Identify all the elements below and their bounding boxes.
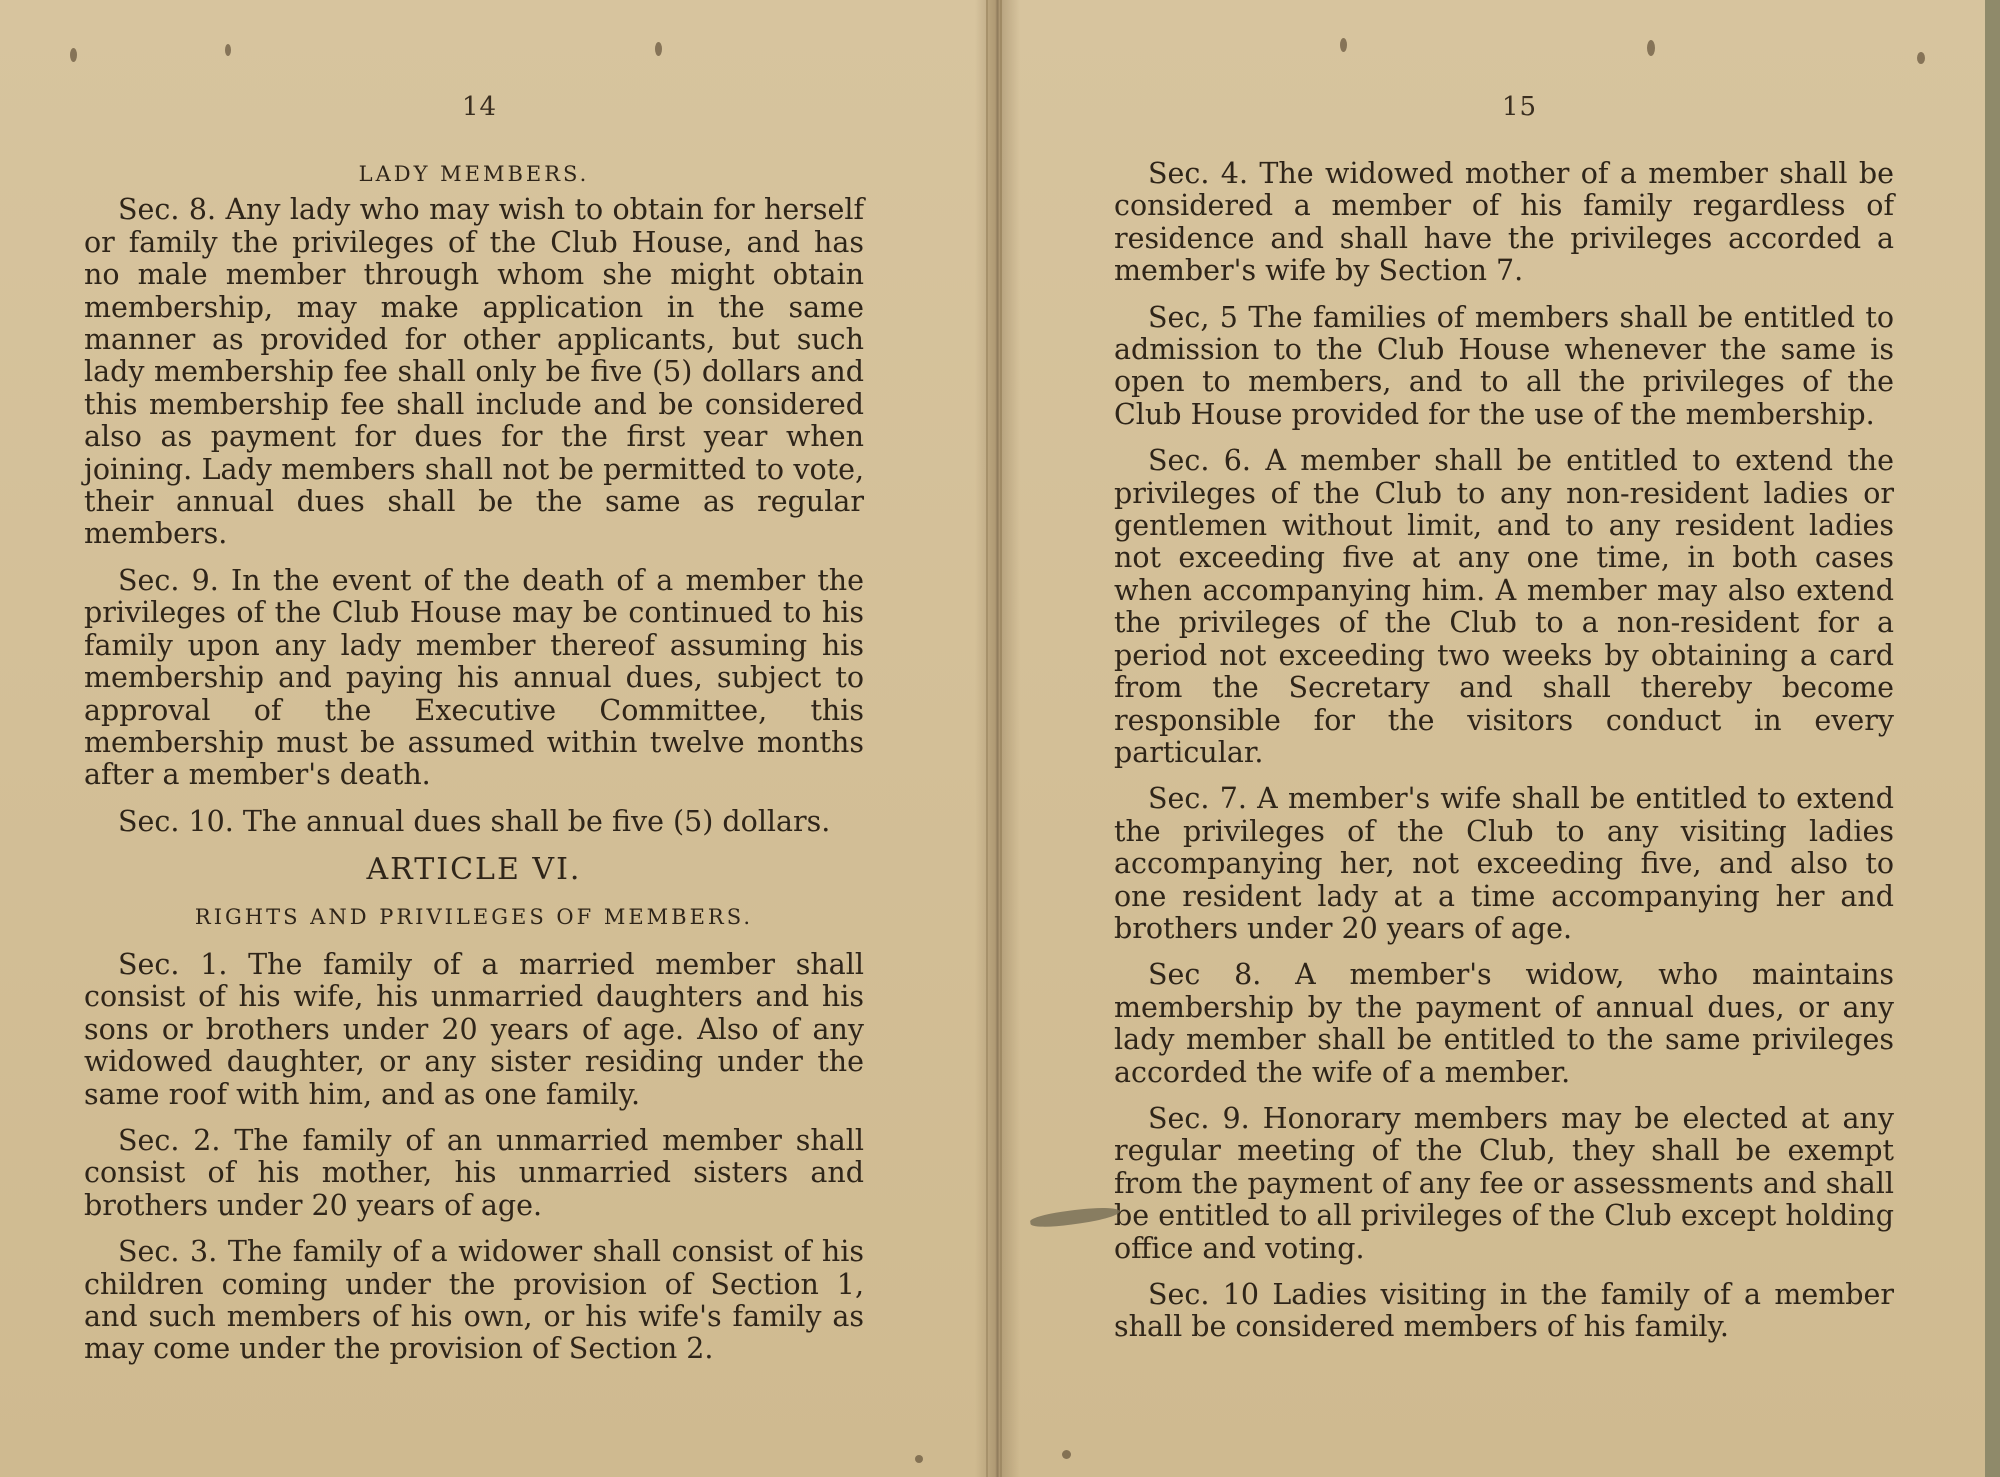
section-label: Sec. 9. <box>118 563 219 597</box>
article-title: ARTICLE VI. <box>366 852 582 888</box>
paragraph-sec-4 <box>1114 158 1894 288</box>
paper-blemish <box>225 44 231 56</box>
left-page-text <box>84 158 864 1380</box>
paper-blemish <box>655 42 662 56</box>
section-text: The family of an unmarried member shall consist of his mother, his unmarried sisters and brothers under 20 years of age. <box>84 1123 864 1222</box>
paper-blemish <box>1647 40 1655 56</box>
section-text: A member shall be entitled to extend the privileges of the Club to any non-resident ladies or gentlemen without limit, and to any resident ladies not exceeding five at any one time, in both cases when accompanying him. A member may also extend the privileges of the Club to a non-resident for a period not exceeding two weeks by obtaining a card from the Secretary and shall thereby become responsible for the visitors conduct in every particular. <box>1114 444 1894 769</box>
paper-blemish <box>1917 52 1925 64</box>
section-text: Any lady who may wish to obtain for herself or family the privileges of the Club House, and has no male member through whom she might obtain membership, may make application in the same manner as provided for other applicants, but such lady membership fee shall only be five (5) dollars and this membership fee shall include and be considered also as payment for dues for the first year when joining. Lady members shall not be permitted to vote, their annual dues shall be the same as regular members. <box>84 193 864 551</box>
paper-blemish <box>915 1455 923 1463</box>
paragraph-sec-10-right <box>1114 1279 1894 1344</box>
section-label: Sec 8. <box>1148 958 1262 992</box>
section-label: Sec. 6. <box>1148 444 1251 478</box>
section-label: Sec. 7. <box>1148 782 1247 816</box>
section-label: Sec. 3. <box>118 1235 218 1269</box>
section-text: The widowed mother of a member shall be considered a member of his family regardless of residence and shall have the privileges accorded a member's wife by Section 7. <box>1114 157 1894 288</box>
paragraph-sec-5 <box>1114 302 1894 432</box>
paragraph-sec-8 <box>84 194 864 550</box>
section-label: Sec, 5 <box>1148 300 1238 334</box>
paragraph-sec-7 <box>1114 783 1894 945</box>
section-text: A member's wife shall be entitled to extend the privileges of the Club to any visiting ladies accompanying her, not exceeding five, and also to one resident lady at a time accompanying her and brothers under 20 years of age. <box>1114 782 1894 945</box>
paper-blemish <box>70 48 77 62</box>
paper-blemish <box>1062 1450 1071 1459</box>
booklet-edge <box>1985 0 2000 1477</box>
article-subtitle: RIGHTS AND PRIVILEGES OF MEMBERS. <box>194 904 754 929</box>
section-label: Sec. 10 <box>1148 1278 1260 1311</box>
section-label: Sec. 10. <box>118 804 234 838</box>
section-text: Honorary members may be elected at any regular meeting of the Club, they shall be exempt from the payment of any fee or assessments and shall be entitled to all privileges of the Club except holding office and voting. <box>1114 1101 1894 1265</box>
section-text: A member's widow, who maintains membership by the payment of annual dues, or any lady member shall be entitled to the same privileges accorded the wife of a member. <box>1114 958 1895 1089</box>
section-label: Sec. 2. <box>118 1123 221 1157</box>
section-label: Sec. 8. <box>118 193 217 227</box>
left-page <box>0 0 988 1477</box>
paragraph-article-sec-1 <box>84 949 864 1111</box>
book-gutter <box>975 0 1020 1477</box>
page-number-right: 15 <box>1502 92 1538 122</box>
paragraph-sec-6 <box>1114 445 1894 769</box>
section-label: Sec. 1. <box>118 947 228 981</box>
page-number-left: 14 <box>462 92 498 122</box>
section-text: In the event of the death of a member the privileges of the Club House may be continued to his family upon any lady member thereof assuming his membership and paying his annual dues, subject to approval of the Executive Committee, this membership must be assumed within twelve months after a member's death. <box>84 563 865 792</box>
paragraph-sec-8-right <box>1114 959 1894 1089</box>
paragraph-sec-10 <box>84 806 864 838</box>
section-heading-lady-members: LADY MEMBERS. <box>358 162 590 186</box>
right-page <box>1000 0 1985 1477</box>
section-label: Sec. 4. <box>1148 157 1249 190</box>
right-page-text <box>1114 158 1894 1358</box>
paragraph-article-sec-2 <box>84 1125 864 1222</box>
section-text: The family of a married member shall consist of his wife, his unmarried daughters and his sons or brothers under 20 years of age. Also of any widowed daughter, or any sister residing under the same roof with him, and as one family. <box>84 947 864 1111</box>
paragraph-sec-9-right <box>1114 1103 1894 1265</box>
section-text: The annual dues shall be five (5) dollars. <box>242 804 831 838</box>
section-label: Sec. 9. <box>1148 1101 1250 1135</box>
paper-blemish <box>1340 38 1347 52</box>
section-text: The family of a widower shall consist of his children coming under the provision of Section 1, and such members of his own, or his wife's family as may come under the provision of Section 2. <box>84 1235 864 1366</box>
section-text: Ladies visiting in the family of a member shall be considered members of his family. <box>1114 1278 1894 1344</box>
section-text: The families of members shall be entitled to admission to the Club House whenever the same is open to members, and to all the privileges of the Club House provided for the use of the membership. <box>1114 300 1895 431</box>
paragraph-article-sec-3 <box>84 1236 864 1366</box>
paragraph-sec-9 <box>84 565 864 792</box>
